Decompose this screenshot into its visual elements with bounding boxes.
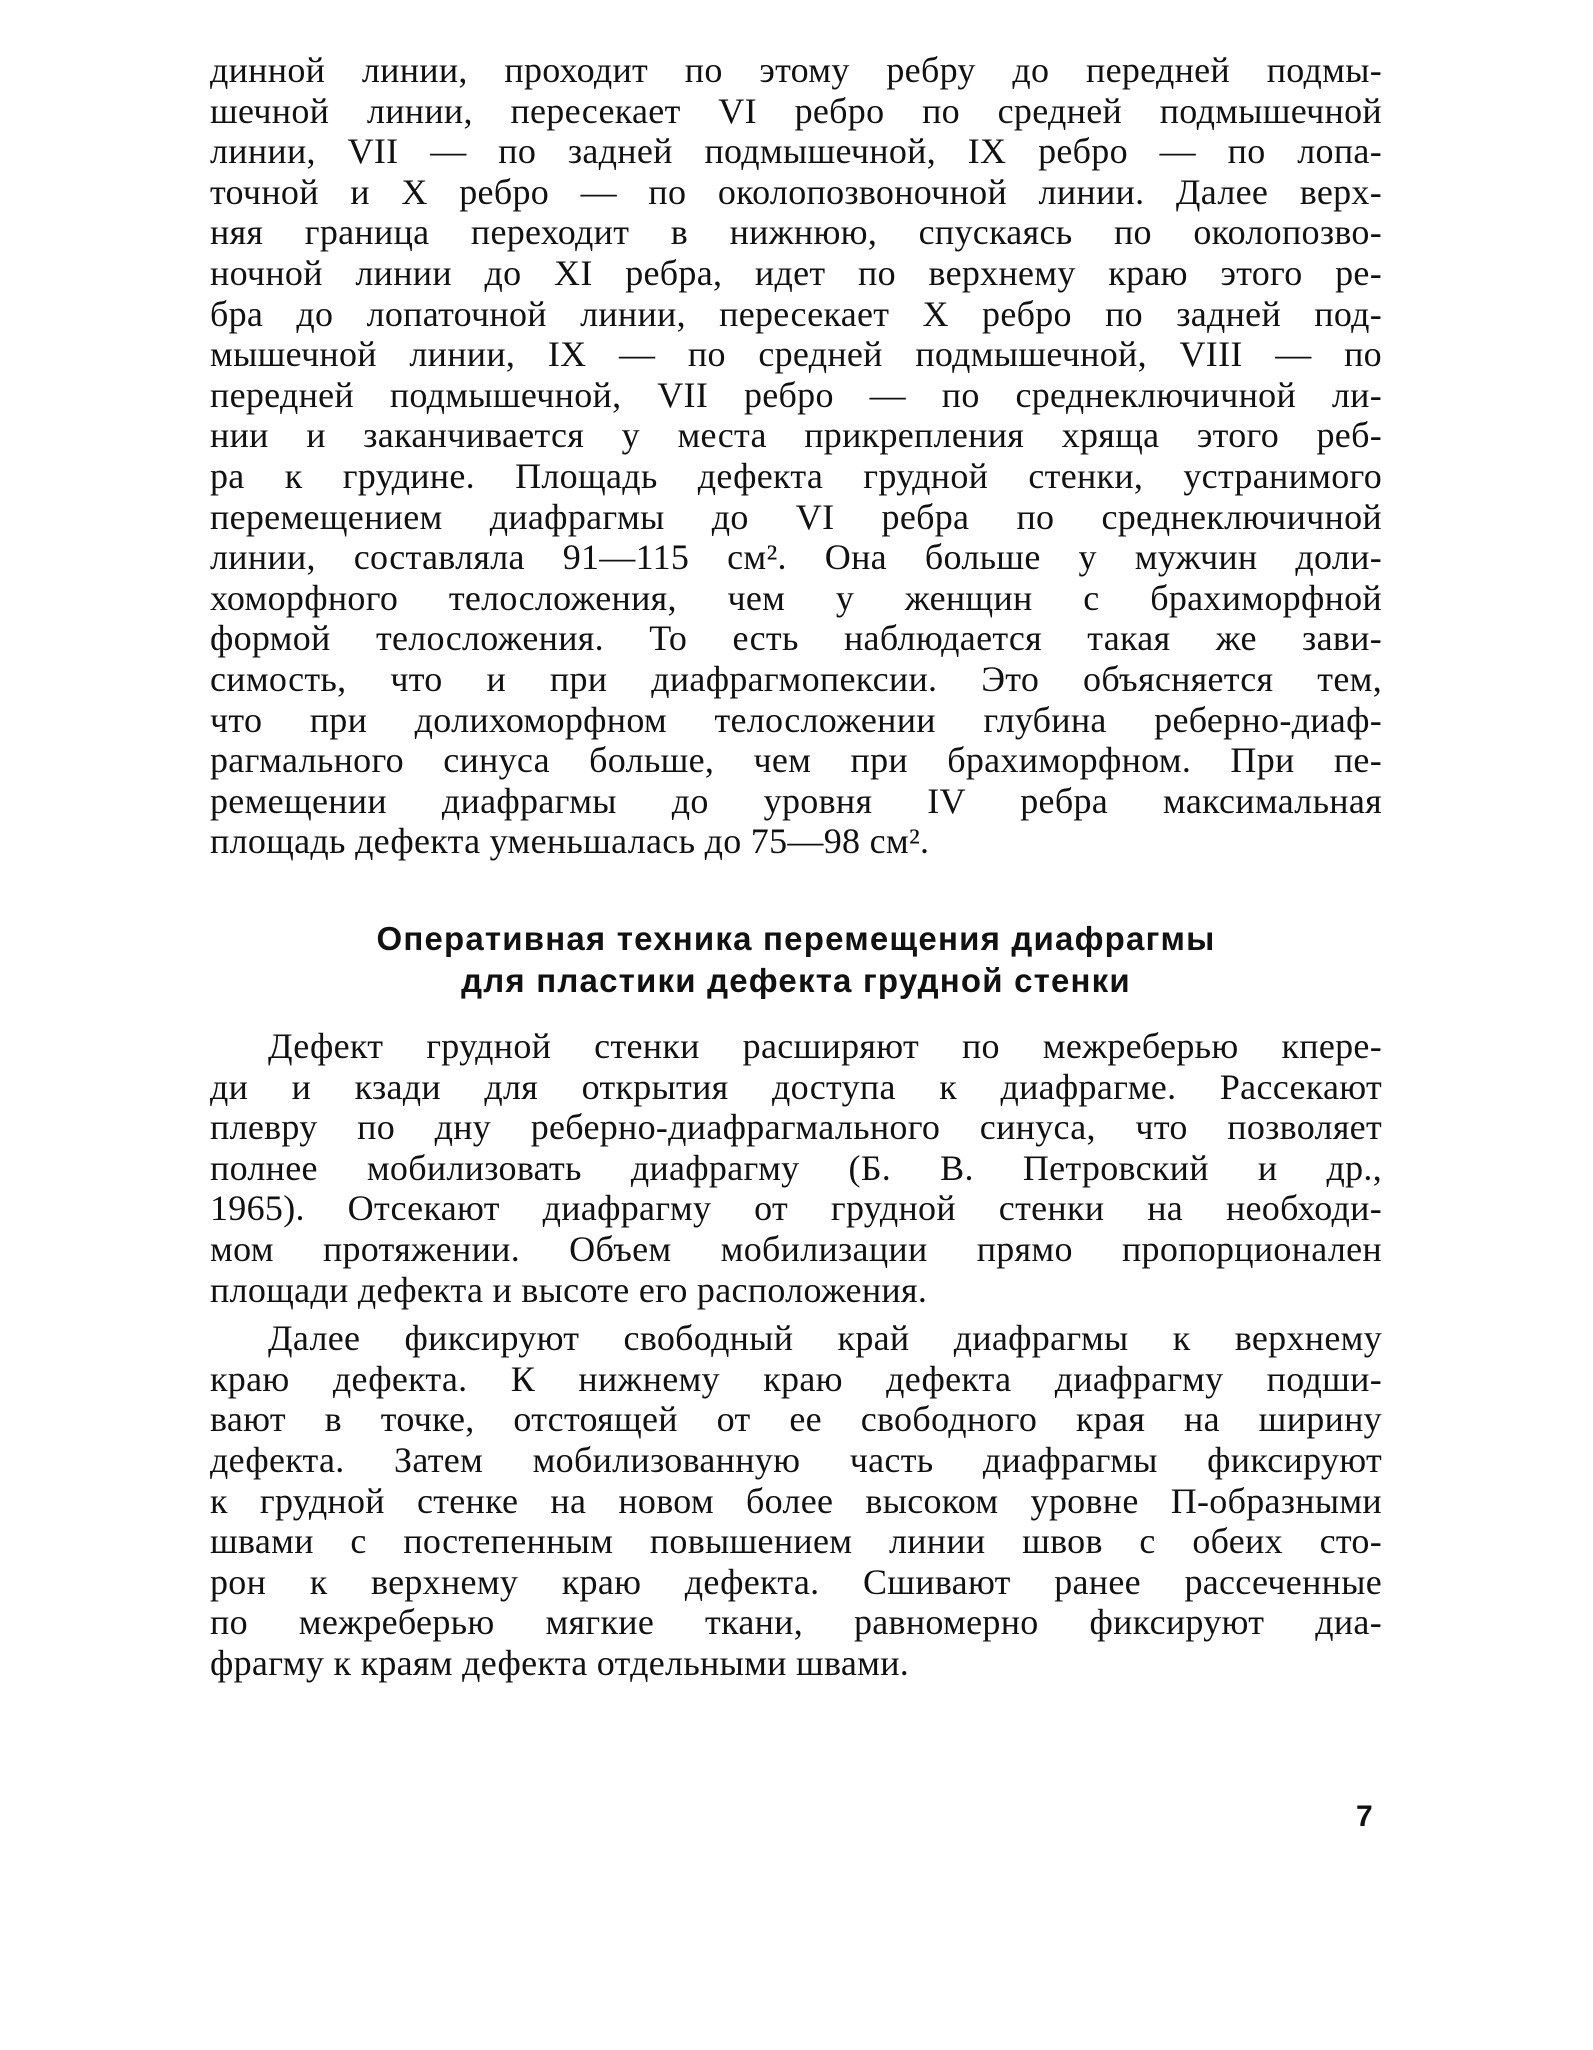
text-line: краю дефекта. К нижнему краю дефекта диафрагму подши- (210, 1358, 1382, 1399)
text-line: дефекта. Затем мобилизованную часть диафрагмы фиксируют (210, 1439, 1382, 1480)
section-heading (210, 918, 1382, 1002)
text-line: ночной линии до XI ребра, идет по верхнему краю этого ре- (210, 252, 1382, 293)
text-line: передней подмышечной, VII ребро — по среднеключичной ли- (210, 374, 1382, 415)
text-line: симость, что и при диафрагмопексии. Это объясняется тем, (210, 658, 1382, 699)
text-line: няя граница переходит в нижнюю, спускаясь по околопозво- (210, 212, 1382, 253)
paragraph-1 (210, 50, 1382, 862)
text-line: Дефект грудной стенки расширяют по межреберью кпере- (268, 1026, 1382, 1066)
section-heading-line-1: Оперативная техника перемещения диафрагмы (376, 920, 1216, 957)
text-line: по межреберью мягкие ткани, равномерно фиксируют диа- (210, 1602, 1382, 1643)
section-heading-line-2: для пластики дефекта грудной стенки (461, 962, 1131, 999)
text-line: 1965). Отсекают диафрагму от грудной стенки на необходи- (210, 1188, 1382, 1229)
text-line: нии и заканчивается у места прикрепления хряща этого реб- (210, 415, 1382, 456)
text-line: к грудной стенке на новом более высоком уровне П-образными (210, 1480, 1382, 1521)
text-line: швами с постепенным повышением линии швов с обеих сто- (210, 1521, 1382, 1562)
text-line: динной линии, проходит по этому ребру до передней подмы- (210, 50, 1382, 90)
text-line: бра до лопаточной линии, пересекает X ребро по задней под- (210, 293, 1382, 334)
text-line: шечной линии, пересекает VI ребро по средней подмышечной (210, 90, 1382, 131)
text-line: линии, составляла 91—115 см². Она больше у мужчин доли- (210, 537, 1382, 578)
text-line: вают в точке, отстоящей от ее свободного края на ширину (210, 1399, 1382, 1440)
text-line: мом протяжении. Объем мобилизации прямо пропорционален (210, 1228, 1382, 1269)
text-line: рон к верхнему краю дефекта. Сшивают ранее рассеченные (210, 1561, 1382, 1602)
text-line: фрагму к краям дефекта отдельными швами. (210, 1642, 910, 1683)
paragraph-gap (210, 1310, 1382, 1318)
text-line: Далее фиксируют свободный край диафрагмы к верхнему (268, 1318, 1382, 1359)
text-line: перемещением диафрагмы до VI ребра по среднеключичной (210, 496, 1382, 537)
text-line: точной и X ребро — по околопозвоночной линии. Далее верх- (210, 171, 1382, 212)
text-line: формой телосложения. То есть наблюдается такая же зави- (210, 618, 1382, 659)
text-line: ремещении диафрагмы до уровня IV ребра максимальная (210, 780, 1382, 821)
text-line: рагмального синуса больше, чем при брахиморфном. При пе- (210, 740, 1382, 781)
text-line: полнее мобилизовать диафрагму (Б. В. Петровский и др., (210, 1147, 1382, 1188)
text-line: ди и кзади для открытия доступа к диафрагме. Рассекают (210, 1066, 1382, 1107)
text-line: линии, VII — по задней подмышечной, IX ребро — по лопа- (210, 131, 1382, 172)
paragraph-2 (210, 1026, 1382, 1310)
section-body (210, 1026, 1382, 1684)
text-line: что при долихоморфном телосложении глубина реберно-диаф- (210, 699, 1382, 740)
page-number: 7 (1356, 1800, 1373, 1833)
paragraph-3 (210, 1318, 1382, 1683)
text-line: мышечной линии, IX — по средней подмышечной, VIII — по (210, 334, 1382, 375)
text-line: плевру по дну реберно-диафрагмального синуса, что позволяет (210, 1107, 1382, 1148)
text-line: площадь дефекта уменьшалась до 75—98 см². (210, 821, 930, 862)
text-line: хоморфного телосложения, чем у женщин с брахиморфной (210, 577, 1382, 618)
text-line: ра к грудине. Площадь дефекта грудной стенки, устранимого (210, 455, 1382, 496)
text-line: площади дефекта и высоте его расположения. (210, 1269, 928, 1310)
